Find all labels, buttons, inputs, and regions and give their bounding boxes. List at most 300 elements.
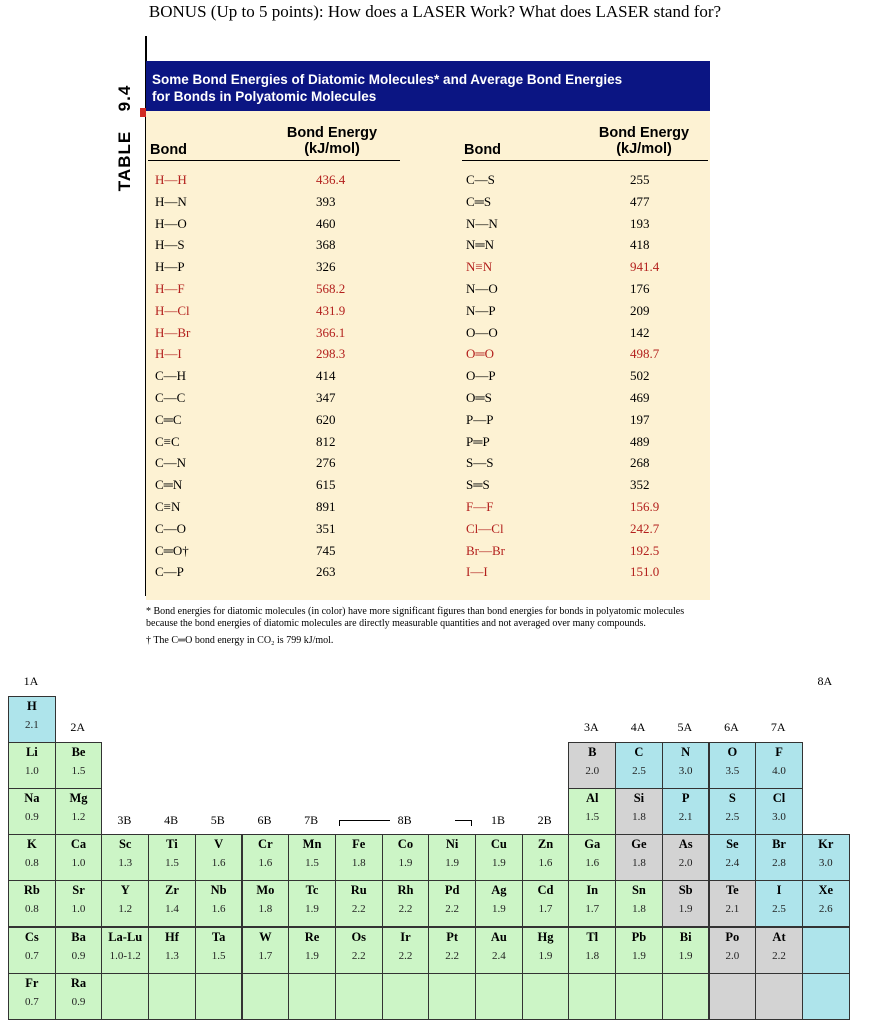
element-symbol: Al [585,791,599,806]
electronegativity: 2.5 [632,765,646,778]
energy-left-13: 276 [316,455,336,471]
bond-left-1: H—N [155,193,187,209]
col-header-energy-left-line1: Bond Energy [286,125,378,141]
electronegativity: 1.9 [398,857,413,870]
element-symbol: Ti [166,837,178,852]
element-symbol: Ni [445,837,459,852]
group-label-8a: 8A [817,674,833,688]
bond-right-7: O—O [466,324,498,340]
electronegativity: 2.1 [678,811,693,824]
element-fe [335,834,383,881]
element-symbol: F [775,745,783,760]
element-os [335,927,383,974]
element-symbol: V [214,837,224,852]
electronegativity: 1.8 [632,857,646,870]
element-symbol: O [727,745,738,760]
element-symbol: Si [633,791,645,806]
element-co [382,834,430,881]
element-ti [148,834,196,881]
bond-left-4: H—P [155,259,185,275]
element-ca [55,834,103,881]
element-symbol: Zn [537,837,554,852]
element-i [755,880,803,927]
electronegativity: 1.9 [491,903,506,916]
element-cs [8,927,56,974]
energy-left-5: 568.2 [316,281,346,296]
group-label-2a: 2A [70,720,86,734]
element-li [8,742,56,789]
electronegativity: 3.0 [678,765,693,778]
element-w [242,927,290,974]
empty-cell [755,973,803,1020]
col-header-energy-right [574,125,714,157]
bond-right-10: O═S [466,390,492,405]
energy-left-12: 812 [316,433,336,449]
bond-right-3: N═N [466,237,494,253]
group-label-8b: 8B [397,813,412,827]
element-ag [475,880,523,927]
bond-right-18: I—I [466,564,488,580]
element-symbol: Ir [400,929,411,944]
element-cr [242,834,290,881]
table-title [146,61,710,111]
element-symbol: P [681,791,690,806]
element-ba [55,927,103,974]
electronegativity: 1.6 [538,857,553,870]
group-label-3a: 3A [584,720,599,734]
energy-left-2: 460 [316,215,336,231]
electronegativity: 2.4 [491,949,506,962]
empty-cell [335,973,383,1020]
electronegativity: 1.5 [71,765,86,778]
bond-left-2: H—O [155,215,187,231]
element-symbol: Y [120,883,130,898]
electronegativity: 1.2 [71,811,86,824]
electronegativity: 0.7 [24,949,39,962]
electronegativity: 2.1 [725,903,740,916]
bond-left-17: C═O† [155,542,189,558]
group-label-6a: 6A [724,720,739,734]
electronegativity: 1.9 [305,903,319,916]
group-label-7b: 7B [304,813,319,827]
element-symbol: Co [397,837,414,852]
group-8b-bracket-0 [339,820,390,821]
electronegativity: 1.8 [351,857,366,870]
element-symbol: Ag [491,883,507,898]
element-hg [522,927,570,974]
element-pb [615,927,663,974]
group-label-1a: 1A [23,674,39,688]
element-symbol: Tc [305,883,319,898]
element-symbol: Pb [631,929,647,944]
energy-left-9: 414 [316,368,336,384]
bonus-question: BONUS (Up to 5 points): How does a LASER Work? What does LASER stand for? [148,2,722,21]
element-symbol: At [772,929,786,944]
header-rule-right [462,160,708,161]
electronegativity: 3.0 [818,857,833,870]
electronegativity: 2.2 [398,903,413,916]
electronegativity: 1.6 [258,857,273,870]
element-symbol: Br [772,837,786,852]
electronegativity: 2.2 [351,949,366,962]
bond-left-11: C═C [155,411,182,427]
element-h [8,696,56,743]
element-symbol: Te [725,883,739,898]
col-header-energy-left [262,125,402,157]
element-be [55,742,103,789]
electronegativity: 1.9 [445,857,460,870]
element-cu [475,834,523,881]
element-symbol: Mo [256,883,275,898]
element-symbol: Sn [631,883,646,898]
bond-left-13: C—N [155,455,187,471]
bond-right-0: C—S [466,172,495,187]
energy-left-18: 263 [316,564,336,580]
element-v [195,834,243,881]
element-symbol: Rb [23,883,40,898]
energy-left-11: 620 [316,411,336,427]
element-symbol: Li [25,745,38,760]
element-pt [428,927,476,974]
element-symbol: Cl [772,791,786,806]
group-label-5a: 5A [677,720,693,734]
element-y [101,880,149,927]
element-symbol: Ge [631,837,647,852]
electronegativity: 1.2 [118,903,133,916]
element-symbol: C [634,745,644,760]
element-symbol: Sb [678,883,693,898]
bond-right-5: N—O [466,281,498,296]
header-rule-left [148,160,400,161]
empty-cell [802,973,850,1020]
energy-right-5: 176 [630,281,650,296]
element-symbol: S [728,791,736,806]
electronegativity: 1.5 [165,857,179,870]
electronegativity: 1.0-1.2 [109,949,141,962]
element-rh [382,880,430,927]
col-header-bond-left: Bond [150,142,188,158]
electronegativity: 2.0 [678,857,693,870]
element-tc [288,880,336,927]
electronegativity: 1.9 [491,857,506,870]
element-symbol: Fe [352,837,366,852]
electronegativity: 1.0 [24,765,39,778]
bond-right-15: F—F [466,499,494,514]
element-symbol: Mn [302,837,322,852]
element-symbol: H [26,699,37,713]
element-ru [335,880,383,927]
energy-right-17: 192.5 [630,542,660,558]
bond-right-17: Br—Br [466,542,505,558]
energy-right-2: 193 [630,215,650,231]
element-k [8,834,56,881]
energy-left-17: 745 [316,542,336,558]
empty-cell [428,973,476,1020]
bond-right-6: N—P [466,302,496,318]
table-number: 9.4 [115,84,134,112]
col-header-energy-left-line2: (kJ/mol) [304,141,360,157]
element-symbol: W [259,929,272,944]
bond-right-11: P—P [466,411,494,427]
energy-right-8: 498.7 [630,346,660,362]
element-mn [288,834,336,881]
empty-cell [522,973,570,1020]
bond-left-3: H—S [155,237,185,253]
electronegativity: 1.7 [538,903,553,916]
empty-cell [568,973,616,1020]
element-symbol: Ru [350,883,367,898]
energy-right-0: 255 [630,172,650,187]
bond-right-2: N—N [466,215,498,231]
element-sc [101,834,149,881]
footnote-1: * Bond energies for diatomic molecules (in color) have more significant figures than bond energies for bonds in polyatomic molecules because the bond energies of diatomic molecules are directly measurable quantities and not averaged over many compounds. [146,606,685,629]
electronegativity: 2.4 [725,857,740,870]
energy-left-1: 393 [316,193,336,209]
element-at [755,927,803,974]
bond-left-10: C—C [155,390,186,405]
element-s [709,788,757,835]
table-title-line1: Some Bond Energies of Diatomic Molecules* and Average Bond Energies [152,72,623,87]
element-fr [8,973,56,1020]
group-label-7a: 7A [770,720,786,734]
electronegativity: 2.0 [585,765,600,778]
element-si [615,788,663,835]
energy-left-15: 891 [316,499,336,514]
element-symbol: Hf [164,929,179,944]
element-symbol: Rh [397,883,414,898]
empty-cell [382,973,430,1020]
bond-left-9: C—H [155,368,187,384]
electronegativity: 1.4 [165,903,179,916]
empty-cell [709,973,757,1020]
group-label-4b: 4B [164,813,179,827]
element-p [662,788,710,835]
col-header-bond-right: Bond [464,142,502,158]
element-symbol: Hg [537,929,554,944]
bond-right-9: O—P [466,368,496,384]
element-symbol: Po [725,929,740,944]
element-cd [522,880,570,927]
electronegativity: 2.2 [445,903,460,916]
electronegativity: 1.9 [632,949,646,962]
element-na [8,788,56,835]
energy-right-18: 151.0 [630,564,660,580]
footnote-2: † The C═O bond energy in CO₂ is 799 kJ/mol. [146,635,334,646]
element-symbol: Cu [490,837,507,852]
table-title-line2: for Bonds in Polyatomic Molecules [152,89,377,104]
bond-left-14: C═N [155,477,183,493]
element-b [568,742,616,789]
empty-cell [615,973,663,1020]
energy-left-3: 368 [316,237,336,253]
electronegativity: 1.8 [632,811,646,824]
element-symbol: Ba [71,929,86,944]
element-sb [662,880,710,927]
energy-right-16: 242.7 [630,520,660,536]
element-symbol: K [26,837,37,852]
element-symbol: Cr [258,837,273,852]
electronegativity: 2.1 [24,719,39,731]
empty-cell [242,973,290,1020]
bond-left-6: H—Cl [155,302,190,318]
col-header-energy-right-line1: Bond Energy [598,125,690,141]
bond-right-1: C═S [466,193,492,209]
bond-left-15: C≡N [155,499,181,514]
element-symbol: Na [24,791,40,806]
energy-left-16: 351 [316,520,336,536]
electronegativity: 2.2 [445,949,460,962]
group-label-5b: 5B [210,813,225,827]
empty-cell [101,973,149,1020]
element-symbol: Kr [818,837,834,852]
group-label-1b: 1B [490,813,505,827]
electronegativity: 4.0 [772,765,786,778]
electronegativity: 1.8 [585,949,600,962]
electronegativity: 1.5 [305,857,319,870]
element-symbol: Be [71,745,86,760]
electronegativity: 1.0 [71,903,86,916]
element-symbol: Fr [25,975,39,990]
electronegativity: 0.9 [24,811,39,824]
energy-left-14: 615 [316,477,336,493]
element-mo [242,880,290,927]
element-symbol: Ca [70,837,87,852]
electronegativity: 1.7 [258,949,273,962]
electronegativity: 1.9 [678,949,693,962]
element-nb [195,880,243,927]
element-symbol: Tl [586,929,599,944]
energy-right-9: 502 [630,368,650,384]
element-zr [148,880,196,927]
electronegativity: 1.9 [538,949,553,962]
electronegativity: 2.6 [818,903,833,916]
electronegativity: 1.6 [211,903,226,916]
empty-cell [288,973,336,1020]
element-po [709,927,757,974]
table-footnotes [146,606,711,647]
table-label-text: TABLE [115,130,134,192]
electronegativity: 3.5 [725,765,740,778]
electronegativity: 2.5 [772,903,786,916]
element-la-lu [101,927,149,974]
electronegativity: 2.5 [725,811,740,824]
element-mg [55,788,103,835]
electronegativity: 1.5 [585,811,600,824]
element-sr [55,880,103,927]
bond-left-16: C—O [155,520,187,536]
electronegativity: 1.8 [632,903,646,916]
element-symbol: N [681,745,691,760]
electronegativity: 2.2 [398,949,413,962]
energy-left-10: 347 [316,390,336,405]
element-f [755,742,803,789]
element-symbol: Au [490,929,507,944]
element-symbol: Se [726,837,739,852]
element-br [755,834,803,881]
bond-left-5: H—F [155,281,185,296]
element-kr [802,834,850,881]
electronegativity: 1.8 [258,903,273,916]
electronegativity: 2.2 [772,949,786,962]
electronegativity: 0.8 [24,857,39,870]
group-label-4a: 4A [630,720,646,734]
bond-right-8: O═O [466,346,494,362]
energy-right-4: 941.4 [630,259,660,275]
energy-right-10: 469 [630,390,650,405]
element-ta [195,927,243,974]
element-symbol: Sc [118,837,132,852]
element-symbol: As [678,837,693,852]
element-as [662,834,710,881]
element-n [662,742,710,789]
energy-right-14: 352 [630,477,650,493]
element-sn [615,880,663,927]
electronegativity: 2.2 [351,903,366,916]
element-symbol: Ga [584,837,601,852]
element-symbol: Mg [69,791,88,806]
energy-right-12: 489 [630,433,650,449]
electronegativity: 0.8 [24,903,39,916]
bond-right-12: P═P [466,433,490,449]
element-rb [8,880,56,927]
energy-right-3: 418 [630,237,650,253]
group-label-3b: 3B [117,813,132,827]
element-symbol: Sr [72,883,85,898]
energy-right-7: 142 [630,324,650,340]
empty-cell [195,973,243,1020]
electronegativity: 1.3 [118,857,133,870]
element-ni [428,834,476,881]
group-label-6b: 6B [257,813,272,827]
element-ge [615,834,663,881]
bond-left-18: C—P [155,564,184,580]
bond-left-8: H—I [155,346,182,362]
electronegativity: 1.0 [71,857,86,870]
bond-right-4: N≡N [466,259,493,275]
element-symbol: Cs [24,929,39,944]
energy-right-13: 268 [630,455,650,471]
energy-left-7: 366.1 [316,324,346,340]
element-ir [382,927,430,974]
empty-cell [475,973,523,1020]
electronegativity: 1.9 [678,903,693,916]
electronegativity: 1.7 [585,903,600,916]
electronegativity: 1.6 [585,857,600,870]
element-ra [55,973,103,1020]
electronegativity: 3.0 [772,811,786,824]
element-symbol: La-Lu [108,929,143,944]
element-zn [522,834,570,881]
element-symbol: Bi [679,929,692,944]
bond-left-0: H—H [155,172,187,187]
energy-left-6: 431.9 [316,302,346,318]
element-au [475,927,523,974]
element-bi [662,927,710,974]
element-symbol: B [588,745,597,760]
element-symbol: Nb [210,883,227,898]
electronegativity: 1.5 [211,949,226,962]
element-symbol: In [586,883,599,898]
element-xe [802,880,850,927]
bond-energy-table [146,111,710,600]
element-re [288,927,336,974]
element-symbol: Pt [446,929,459,944]
element-symbol: Pd [444,883,460,898]
energy-right-1: 477 [630,193,650,209]
electronegativity: 0.7 [24,995,39,1008]
electronegativity: 2.8 [772,857,786,870]
element-symbol: Os [351,929,367,944]
